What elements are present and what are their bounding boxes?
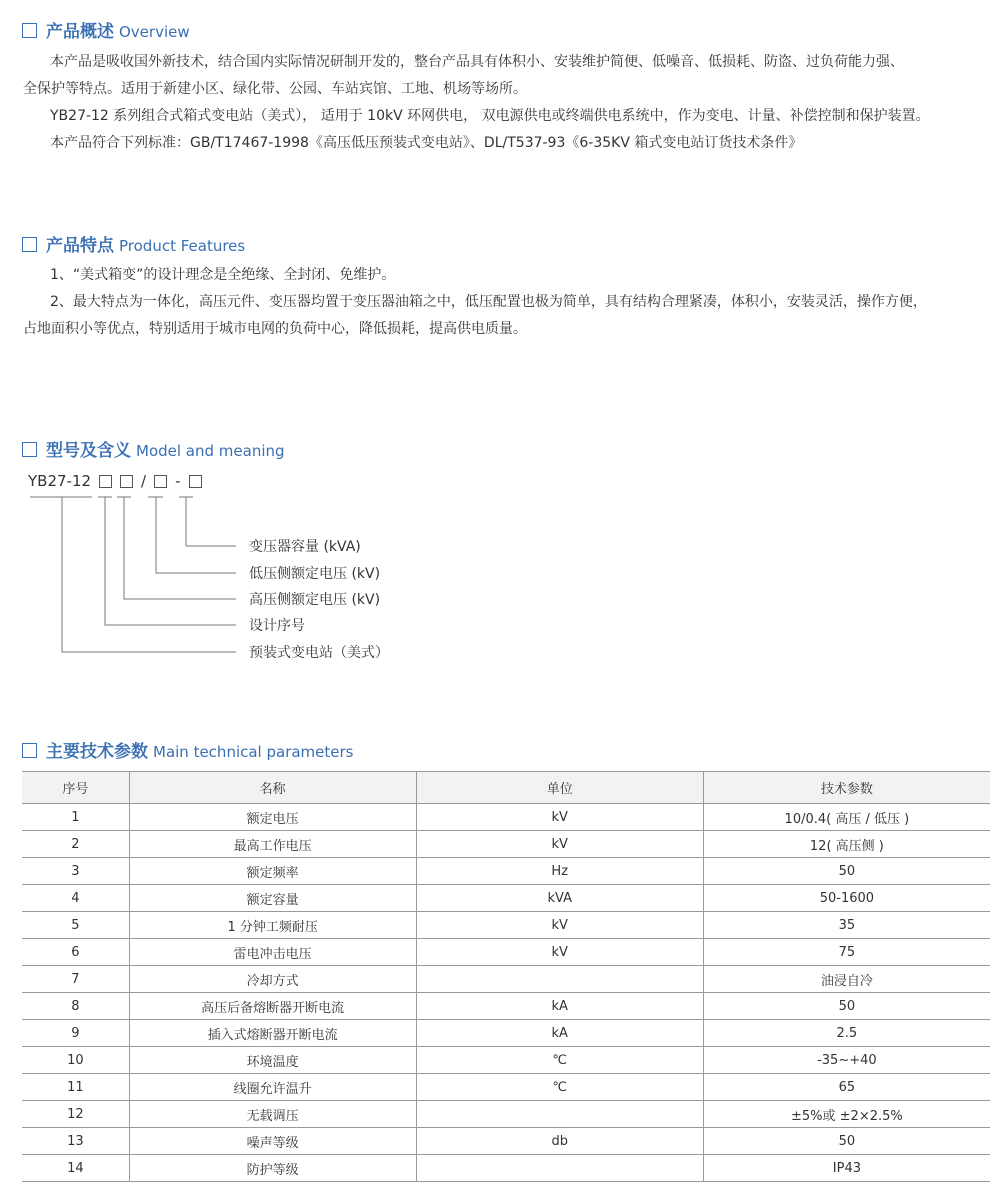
cell-name: 无载调压 <box>129 1101 416 1128</box>
table-row <box>22 1074 990 1101</box>
cell-serial: 2 <box>22 831 129 858</box>
features-title-en: Product Features <box>119 237 246 255</box>
cell-name: 高压后备熔断器开断电流 <box>129 993 416 1020</box>
cell-unit: kV <box>416 939 703 966</box>
cell-unit: Hz <box>416 858 703 885</box>
cell-serial: 8 <box>22 993 129 1020</box>
cell-value: 50 <box>703 993 990 1020</box>
cell-unit: kV <box>416 831 703 858</box>
cell-name: 线圈允许温升 <box>129 1074 416 1101</box>
cell-value: 75 <box>703 939 990 966</box>
cell-name: 环境温度 <box>129 1047 416 1074</box>
cell-value: IP43 <box>703 1155 990 1182</box>
cell-value: 50 <box>703 1128 990 1155</box>
cell-value: 35 <box>703 912 990 939</box>
table-row <box>22 831 990 858</box>
table-row <box>22 1128 990 1155</box>
cell-value: 65 <box>703 1074 990 1101</box>
params-table <box>22 771 990 1182</box>
cell-name: 插入式熔断器开断电流 <box>129 1020 416 1047</box>
table-row <box>22 858 990 885</box>
cell-serial: 9 <box>22 1020 129 1047</box>
cell-unit <box>416 966 703 993</box>
cell-unit: kVA <box>416 885 703 912</box>
cell-unit: kA <box>416 993 703 1020</box>
overview-line: 本产品是吸收国外新技术，结合国内实际情况研制开发的，整台产品具有体积小、安装维护简便、低噪音、低损耗、防盗、过负荷能力强、 <box>50 54 904 70</box>
meaning-design-serial: 设计序号 <box>249 618 305 634</box>
params-heading <box>22 737 354 762</box>
cell-value: 2.5 <box>703 1020 990 1047</box>
table-header-row <box>22 772 990 804</box>
table-row <box>22 939 990 966</box>
cell-name: 额定电压 <box>129 804 416 831</box>
cell-unit <box>416 1155 703 1182</box>
cell-name: 雷电冲击电压 <box>129 939 416 966</box>
cell-value: 12( 高压侧 ) <box>703 831 990 858</box>
params-title-cn: 主要技术参数 <box>46 742 148 762</box>
overview-title-cn: 产品概述 <box>46 22 114 42</box>
features-line: 1、“美式箱变”的设计理念是全绝缘、全封闭、免维护。 <box>50 267 396 283</box>
cell-serial: 3 <box>22 858 129 885</box>
table-row <box>22 885 990 912</box>
cell-serial: 5 <box>22 912 129 939</box>
overview-line: YB27-12 系列组合式箱式变电站（美式）， 适用于 10kV 环网供电， 双电源供电或终端供电系统中，作为变电、计量、补偿控制和保护装置。 <box>50 108 930 124</box>
cell-serial: 14 <box>22 1155 129 1182</box>
features-line: 占地面积小等优点，特别适用于城市电网的负荷中心，降低损耗，提高供电质量。 <box>23 321 527 337</box>
model-code-prefix: YB27-12 <box>28 472 92 490</box>
header-serial: 序号 <box>22 772 129 804</box>
model-title-cn: 型号及含义 <box>46 441 131 461</box>
table-row <box>22 912 990 939</box>
cell-value: 油浸自冷 <box>703 966 990 993</box>
cell-serial: 13 <box>22 1128 129 1155</box>
header-value: 技术参数 <box>703 772 990 804</box>
cell-value: ±5%或 ±2×2.5% <box>703 1101 990 1128</box>
cell-value: 50-1600 <box>703 885 990 912</box>
cell-serial: 10 <box>22 1047 129 1074</box>
cell-serial: 7 <box>22 966 129 993</box>
table-row <box>22 1020 990 1047</box>
overview-line: 全保护等特点。适用于新建小区、绿化带、公园、车站宾馆、工地、机场等场所。 <box>23 81 527 97</box>
meaning-capacity: 变压器容量 (kVA) <box>249 539 361 555</box>
overview-title-en: Overview <box>119 23 190 41</box>
cell-name: 额定频率 <box>129 858 416 885</box>
cell-name: 冷却方式 <box>129 966 416 993</box>
cell-serial: 4 <box>22 885 129 912</box>
cell-unit: db <box>416 1128 703 1155</box>
cell-name: 噪声等级 <box>129 1128 416 1155</box>
features-title-cn: 产品特点 <box>46 236 114 256</box>
params-title-en: Main technical parameters <box>153 743 354 761</box>
cell-unit: ℃ <box>416 1047 703 1074</box>
cell-name: 最高工作电压 <box>129 831 416 858</box>
cell-name: 1 分钟工频耐压 <box>129 912 416 939</box>
table-row <box>22 966 990 993</box>
meaning-high-voltage: 高压侧额定电压 (kV) <box>249 592 381 608</box>
meaning-low-voltage: 低压侧额定电压 (kV) <box>249 566 381 582</box>
cell-value: 50 <box>703 858 990 885</box>
header-name: 名称 <box>129 772 416 804</box>
cell-name: 防护等级 <box>129 1155 416 1182</box>
model-code-slash: / <box>141 472 147 490</box>
cell-unit: kV <box>416 804 703 831</box>
table-row <box>22 1155 990 1182</box>
cell-unit: ℃ <box>416 1074 703 1101</box>
cell-serial: 1 <box>22 804 129 831</box>
cell-unit: kV <box>416 912 703 939</box>
cell-unit: kA <box>416 1020 703 1047</box>
cell-unit <box>416 1101 703 1128</box>
model-title-en: Model and meaning <box>136 442 285 460</box>
checkbox-square-icon <box>22 743 37 758</box>
cell-serial: 11 <box>22 1074 129 1101</box>
features-line: 2、最大特点为一体化，高压元件、变压器均置于变压器油箱之中，低压配置也极为简单，具有结构合理紧凑，体积小，安装灵活，操作方便， <box>50 294 927 310</box>
header-unit: 单位 <box>416 772 703 804</box>
cell-value: 10/0.4( 高压 / 低压 ) <box>703 804 990 831</box>
cell-serial: 12 <box>22 1101 129 1128</box>
table-row <box>22 804 990 831</box>
cell-name: 额定容量 <box>129 885 416 912</box>
cell-value: -35~+40 <box>703 1047 990 1074</box>
meaning-substation-type: 预装式变电站（美式） <box>249 645 389 661</box>
model-code-dash: - <box>175 472 181 490</box>
table-row <box>22 993 990 1020</box>
table-row <box>22 1047 990 1074</box>
table-row <box>22 1101 990 1128</box>
overview-line: 本产品符合下列标准：GB/T17467-1998《高压低压预装式变电站》、DL/T537-93《6-35KV 箱式变电站订货技术条件》 <box>50 135 803 151</box>
cell-serial: 6 <box>22 939 129 966</box>
